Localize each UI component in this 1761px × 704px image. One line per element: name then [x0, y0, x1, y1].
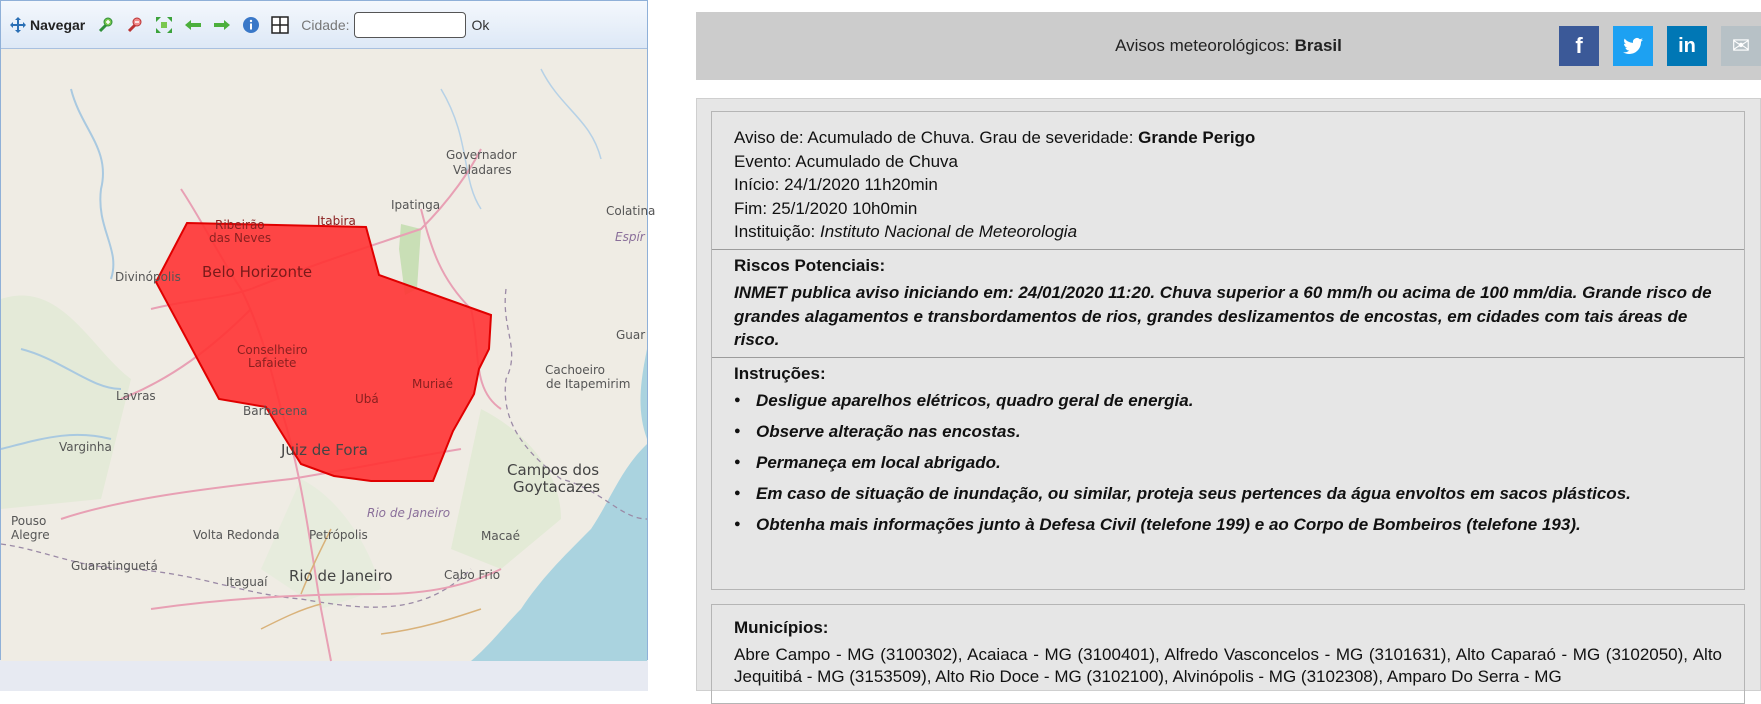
institution-label: Instituição: — [734, 222, 816, 241]
grid-icon — [271, 16, 289, 34]
instruction-item: ● Desligue aparelhos elétricos, quadro geral de energia. — [734, 389, 1722, 413]
share-buttons — [1559, 26, 1761, 66]
city-label: Cidade: — [301, 16, 350, 33]
map-label-pouso: Pouso — [11, 514, 47, 528]
map-label-divinopolis: Divinópolis — [115, 270, 181, 284]
instruction-item: ● Observe alteração nas encostas. — [734, 420, 1722, 444]
municipalities-card — [711, 604, 1745, 704]
ok-button[interactable]: Ok — [471, 16, 490, 33]
severity-value: Grande Perigo — [1138, 128, 1256, 147]
map-label-uba: Ubá — [355, 392, 379, 406]
map-label-macae: Macaé — [481, 529, 521, 543]
map-label-guaratingueta: Guaratinguetá — [71, 559, 158, 573]
map-label-muriae: Muriaé — [412, 377, 453, 391]
fullscreen-icon — [155, 16, 173, 34]
map-label-barbacena: Barbacena — [243, 404, 308, 418]
map-canvas[interactable] — [1, 49, 656, 661]
start-line: Início: 24/1/2020 11h20min — [734, 175, 938, 194]
zoom-extent-button[interactable] — [154, 15, 174, 35]
map-frame[interactable] — [0, 0, 656, 660]
map-label-rio-region: Rio de Janeiro — [367, 506, 451, 520]
map-label-ipatinga: Ipatinga — [391, 198, 441, 212]
risks-text: INMET publica aviso iniciando em: 24/01/2020 11:20. Chuva superior a 60 mm/h ou acima de 100 mm/dia. Grande risco de grandes alagamentos e transbordamentos de rios, grandes deslizamentos de encostas, em cidades com tais áreas de risco. — [734, 283, 1712, 349]
map-label-juiz-de-fora: Juiz de Fora — [281, 441, 368, 459]
navigate-label: Navegar — [30, 16, 86, 33]
map-label-guar: Guar — [616, 328, 646, 342]
map-label-ribeirao: Ribeirão — [215, 218, 265, 232]
linkedin-icon: in — [1678, 34, 1696, 57]
map-label-valadares: Valadares — [453, 163, 512, 177]
header-prefix: Avisos meteorológicos: — [1115, 36, 1290, 55]
zoom-in-icon — [97, 16, 115, 34]
map-label-itapemirim: de Itapemirim — [546, 377, 631, 391]
map-label-belo-horizonte: Belo Horizonte — [202, 263, 313, 281]
email-icon: ✉ — [1731, 33, 1751, 58]
end-line: Fim: 25/1/2020 10h0min — [734, 198, 918, 218]
map-label-lafaiete: Lafaiete — [248, 356, 297, 370]
twitter-share-button[interactable] — [1613, 26, 1653, 66]
instructions-list — [734, 389, 1722, 537]
map-label-campos: Campos dos — [507, 461, 600, 479]
map-label-itaguai: Itaguaí — [226, 575, 268, 589]
zoom-out-button[interactable] — [125, 15, 145, 35]
municipalities-list: Abre Campo - MG (3100302), Acaiaca - MG (3100401), Alfredo Vasconcelos - MG (3101631), Alto Caparaó - MG (3102050), Alto Jequitibá - MG (3153509), Alto Rio Doce - MG (3102100), Alvinópolis - MG (3102308), Amparo Do Serra - MG — [734, 645, 1722, 686]
arrow-left-icon — [184, 16, 202, 34]
map-label-alegre: Alegre — [11, 528, 50, 542]
facebook-share-button[interactable] — [1559, 26, 1599, 66]
institution-value: Instituto Nacional de Meteorologia — [820, 222, 1078, 241]
institution-line — [734, 220, 1722, 244]
linkedin-share-button[interactable] — [1667, 26, 1707, 66]
map-label-colatina: Colatina — [606, 204, 656, 218]
info-button[interactable] — [241, 15, 261, 35]
map-label-varginha: Varginha — [59, 440, 112, 454]
info-icon — [242, 16, 260, 34]
map-label-espirito: Espír — [615, 230, 645, 244]
map-label-cabo-frio: Cabo Frio — [444, 568, 501, 582]
grid-button[interactable] — [270, 15, 290, 35]
instruction-item: ● Obtenha mais informações junto à Defesa Civil (telefone 199) e ao Corpo de Bombeiros (telefone 193). — [734, 513, 1722, 537]
map-label-rio-de-janeiro: Rio de Janeiro — [289, 567, 393, 585]
alert-header — [696, 12, 1761, 80]
instruction-item: ● Permaneça em local abrigado. — [734, 451, 1722, 475]
alert-body — [696, 98, 1761, 691]
email-share-button[interactable] — [1721, 26, 1761, 66]
header-region: Brasil — [1294, 36, 1342, 55]
next-view-button[interactable] — [212, 15, 232, 35]
facebook-icon: f — [1575, 33, 1583, 58]
map-label-petropolis: Petrópolis — [309, 528, 368, 542]
move-arrows-icon — [9, 16, 27, 34]
alert-details-card — [711, 111, 1745, 590]
map-label-lavras: Lavras — [116, 389, 156, 403]
map-label-conselheiro: Conselheiro — [237, 343, 308, 357]
alert-panel — [680, 0, 1761, 691]
map-label-volta-redonda: Volta Redonda — [193, 528, 280, 542]
event-line: Evento: Acumulado de Chuva — [734, 151, 958, 171]
twitter-icon — [1621, 34, 1645, 58]
map-label-itabira: Itabira — [317, 214, 356, 228]
alert-type-line — [734, 126, 1722, 150]
previous-view-button[interactable] — [183, 15, 203, 35]
city-search-input[interactable] — [354, 12, 466, 38]
alert-type-label: Aviso de: Acumulado de Chuva. Grau de severidade: — [734, 128, 1134, 147]
arrow-right-icon — [213, 16, 231, 34]
divider — [712, 357, 1744, 358]
instructions-title: Instruções: — [734, 363, 826, 383]
map-panel — [0, 0, 656, 691]
map-label-cachoeiro: Cachoeiro — [545, 363, 606, 377]
risks-title: Riscos Potenciais: — [734, 255, 886, 275]
map-label-das-neves: das Neves — [209, 231, 272, 245]
navigate-button[interactable] — [9, 15, 85, 35]
zoom-in-button[interactable] — [96, 15, 116, 35]
map-toolbar — [1, 1, 647, 49]
divider — [712, 249, 1744, 250]
map-label-governador: Governador — [446, 148, 517, 162]
zoom-out-icon — [126, 16, 144, 34]
map-label-goytacazes: Goytacazes — [513, 478, 601, 496]
municipalities-title: Municípios: — [734, 618, 829, 637]
instruction-item: ● Em caso de situação de inundação, ou similar, proteja seus pertences da água envoltos em sacos plásticos. — [734, 482, 1722, 506]
